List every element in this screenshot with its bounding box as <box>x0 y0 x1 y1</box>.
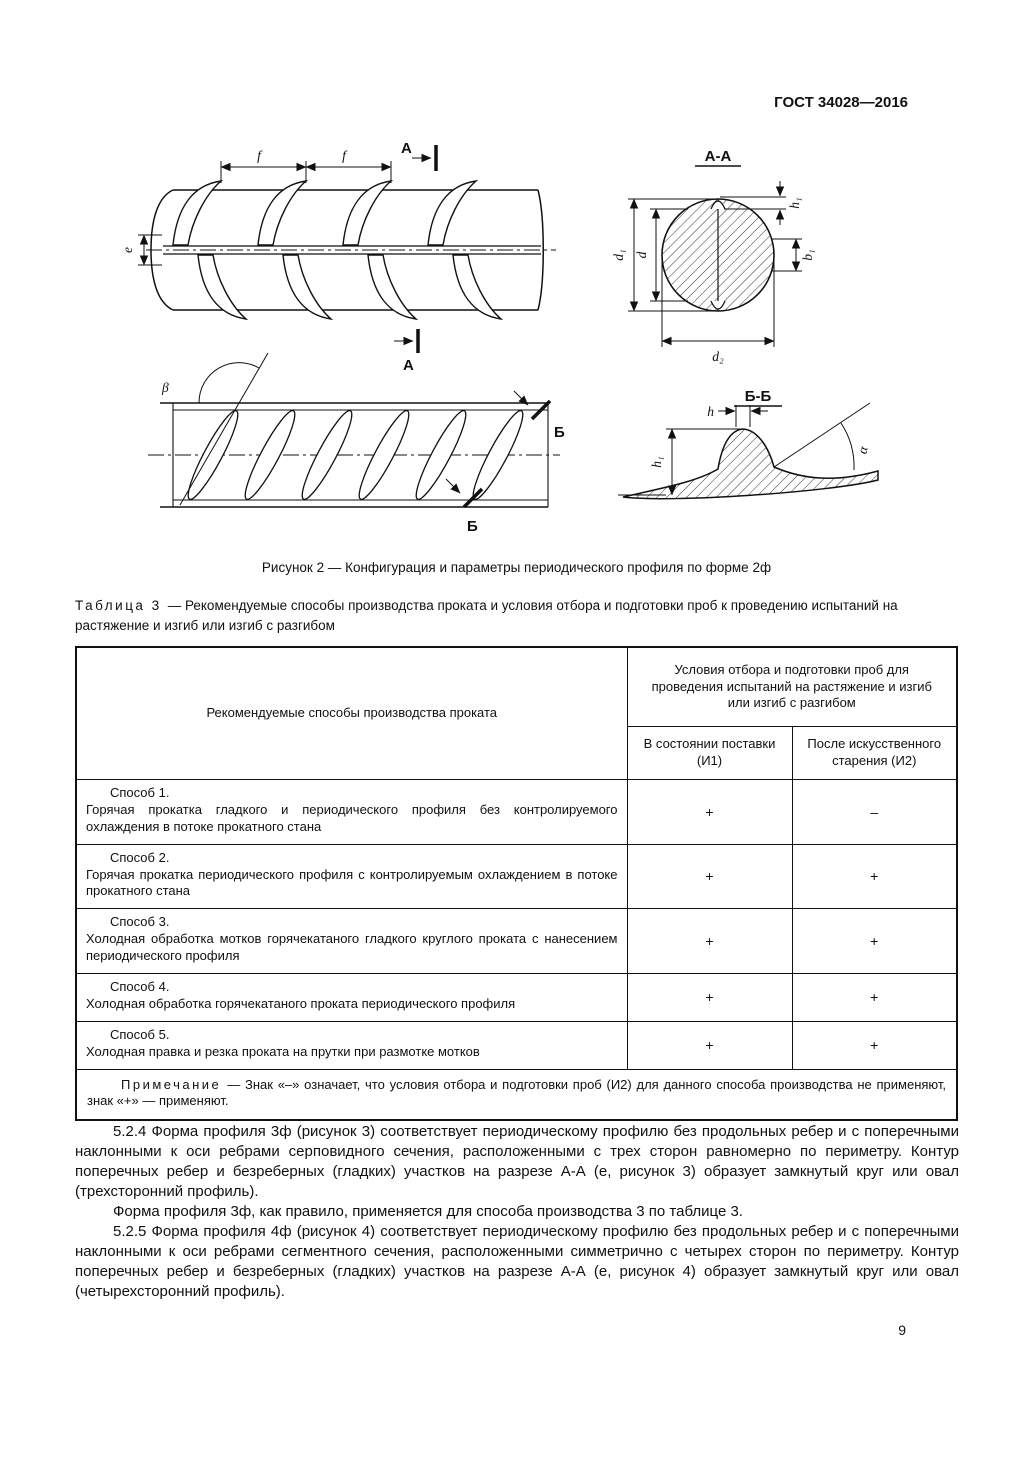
method-title: Способ 2. <box>110 849 170 865</box>
table-row <box>76 974 957 1022</box>
rebar-side-view-top <box>120 140 556 374</box>
dim-e-label: e <box>120 247 135 253</box>
col-header-methods: Рекомендуемые способы производства проката <box>76 647 627 780</box>
table-note-label: Примечание <box>121 1076 222 1092</box>
section-a-label-top: А <box>401 140 412 157</box>
method-title: Способ 5. <box>110 1026 170 1042</box>
paragraph-5-2-5: 5.2.5 Форма профиля 4ф (рисунок 4) соответствует периодическому профилю без продольных ребер и с поперечными наклонными к оси ребрами сегментного сечения, расположенными симметрично с четырех сторон по периметру. Контур поперечных ребер и безреберных (гладких) участков на разрезе А-А (е, рисунок 4) образует замкнутый круг или овал (четырехсторонний профиль). <box>75 1222 959 1300</box>
i2-value: + <box>792 844 957 909</box>
i1-value: + <box>627 780 792 845</box>
angle-beta-label: β <box>162 380 169 395</box>
table-3 <box>75 646 958 1121</box>
figure-2 <box>118 135 918 555</box>
cross-section-b-b <box>618 388 878 499</box>
table-caption-text: — Рекомендуемые способы производства проката и условия отбора и подготовки проб к проведению испытаний на растяжение и изгиб или изгиб с разгибом <box>75 598 898 634</box>
dim-h1-bb-label: h₁ <box>649 456 664 468</box>
i1-value: + <box>627 844 792 909</box>
i2-value: + <box>792 974 957 1022</box>
i2-value: + <box>792 909 957 974</box>
paragraph-5-2-4: 5.2.4 Форма профиля 3ф (рисунок 3) соответствует периодическому профилю без продольных ребер и с поперечными наклонными к оси ребрами серповидного сечения, расположенными с трех сторон равномерно по периметру. Контур поперечных ребер и безреберных (гладких) участков на разрезе А-А (е, рисунок 3) образует замкнутый круг или овал (трехсторонний профиль). <box>75 1123 959 1200</box>
section-a-label-bottom: А <box>403 357 414 374</box>
cross-section-a-a <box>611 148 815 364</box>
col-header-conditions: Условия отбора и подготовки проб для проведения испытаний на растяжение и изгиб или изгиб с разгибом <box>627 647 957 727</box>
i1-value: + <box>627 1021 792 1069</box>
method-desc: Холодная обработка горячекатаного проката периодического профиля <box>86 995 516 1011</box>
table-caption-label: Таблица 3 <box>75 598 162 613</box>
dim-d-label: d <box>634 251 649 259</box>
i2-value: – <box>792 780 957 845</box>
paragraph-5-2-4b: Форма профиля 3ф, как правило, применяется для способа производства 3 по таблице 3. <box>113 1202 743 1220</box>
section-a-marks <box>394 140 436 374</box>
document-title: ГОСТ 34028—2016 <box>774 94 908 111</box>
angle-alpha <box>774 403 870 470</box>
table-note-text: — Знак «–» означает, что условия отбора и подготовки проб (И2) для данного способа производства не применяют, знак «+» — применяют. <box>87 1076 946 1109</box>
method-desc: Горячая прокатка периодического профиля с контролируемым охлаждением в потоке прокатного стана <box>86 866 618 899</box>
dim-h1-label: h₁ <box>787 197 802 209</box>
dim-h-label: h <box>707 404 714 419</box>
table-caption <box>75 596 958 637</box>
dim-f-label-1: f <box>257 148 261 163</box>
figure-caption: Рисунок 2 — Конфигурация и параметры периодического профиля по форме 2ф <box>261 560 772 575</box>
section-b-label-bottom: Б <box>467 518 478 535</box>
table-row <box>76 780 957 845</box>
table-row <box>76 909 957 974</box>
i1-value: + <box>627 974 792 1022</box>
method-desc: Холодная обработка мотков горячекатаного гладкого круглого проката с нанесением периодического профиля <box>86 931 618 964</box>
dimension-f <box>221 161 391 183</box>
method-title: Способ 4. <box>110 979 170 995</box>
col-header-i2: После искусственного старения (И2) <box>792 727 957 780</box>
section-b-label-top: Б <box>554 424 565 441</box>
section-aa-title: А-А <box>704 148 732 165</box>
method-title: Способ 3. <box>110 914 170 930</box>
body-text <box>75 1122 959 1301</box>
dim-b1-label: b₁ <box>800 249 815 261</box>
dimension-b1 <box>772 239 802 271</box>
dim-d1-label: d₁ <box>611 249 626 261</box>
col-header-i1: В состоянии поставки (И1) <box>627 727 792 780</box>
method-title: Способ 1. <box>110 785 170 800</box>
method-desc: Холодная правка и резка проката на прутки при размотке мотков <box>86 1043 480 1059</box>
table-row <box>76 844 957 909</box>
dim-f-label-2: f <box>342 148 346 163</box>
page-number: 9 <box>898 1322 906 1338</box>
section-bb-title: Б-Б <box>744 388 772 405</box>
dim-d2-label: d₂ <box>712 349 724 364</box>
i2-value: + <box>792 1021 957 1069</box>
table-header-row-1 <box>76 647 957 727</box>
figure-2-drawing <box>118 135 918 555</box>
dimension-h-top <box>718 405 768 427</box>
table-note-row <box>76 1069 957 1120</box>
table-row <box>76 1021 957 1069</box>
rebar-side-view-bottom <box>148 353 565 535</box>
i1-value: + <box>627 909 792 974</box>
method-desc: Горячая прокатка гладкого и периодического профиля без контролируемого охлаждения в потоке прокатного стана <box>86 801 618 834</box>
angle-alpha-label: α <box>854 445 871 456</box>
table-note <box>87 1077 946 1111</box>
